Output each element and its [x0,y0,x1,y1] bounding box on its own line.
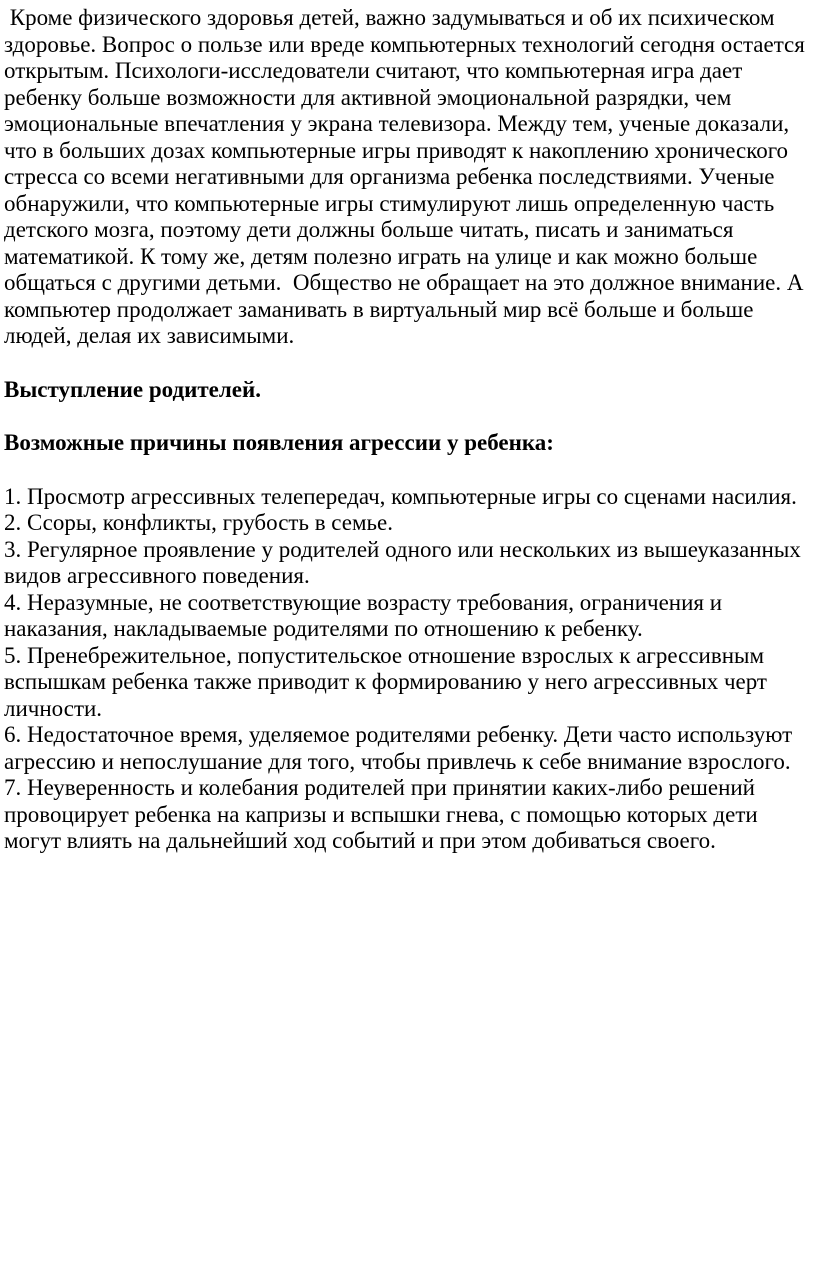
list-item: 7. Неуверенность и колебания родителей при принятии каких-либо решений провоцирует ребенка на капризы и вспышки гнева, с помощью которых дети могут влиять на дальнейший ход событий и при этом добиваться своего. [4,775,758,853]
list-item: 6. Недостаточное время, уделяемое родителями ребенку. Дети часто используют агрессию и непослушание для того, чтобы привлечь к себе внимание взрослого. [4,722,793,774]
list-item: 3. Регулярное проявление у родителей одного или нескольких из вышеуказанных видов агрессивного поведения. [4,536,801,588]
causes-list [4,484,814,855]
list-item: 2. Ссоры, конфликты, грубость в семье. [4,510,394,535]
heading-parents-speech: Выступление родителей. [4,376,261,402]
list-item: 1. Просмотр агрессивных телепередач, компьютерные игры со сценами насилия. [4,483,797,509]
list-item: 5. Пренебрежительное, попустительское отношение взрослых к агрессивным вспышкам ребенка также приводит к формированию у него агрессивных черт личности. [4,642,767,721]
list-item: 4. Неразумные, не соответствующие возрасту требования, ограничения и наказания, накладываемые родителями по отношению к ребенку. [4,589,723,641]
heading-aggression-causes: Возможные причины появления агрессии у ребенка: [4,430,554,455]
intro-paragraph: Кроме физического здоровья детей, важно задумываться и об их психическом здоровье. Вопрос о пользе или вреде компьютерных технологий сегодня остается открытым. Психологи-исследователи считают, что компьютерная игра дает ребенку больше возможности для активной эмоциональной разрядки, чем эмоциональные впечатления у экрана телевизора. Между тем, ученые доказали, что в больших дозах компьютерные игры приводят к накоплению хронического стресса со всеми негативными для организма ребенка последствиями. Ученые обнаружили, что компьютерные игры стимулируют лишь определенную часть детского мозга, поэтому дети должны больше читать, писать и заниматься математикой. К тому же, детям полезно играть на улице и как можно больше общаться с другими детьми. Общество не обращает на это должное внимание. А компьютер продолжает заманивать в виртуальный мир всё больше и больше людей, делая их зависимыми. [4,5,811,348]
